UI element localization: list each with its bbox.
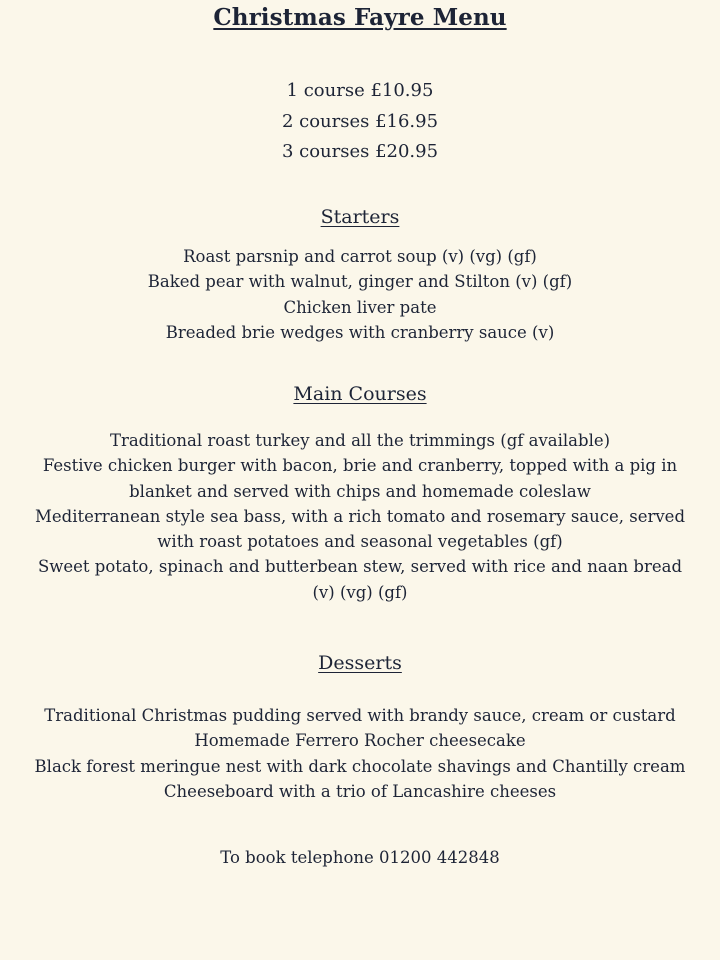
dessert-item: Black forest meringue nest with dark chocolate shavings and Chantilly cream: [34, 756, 686, 776]
dessert-item: Homemade Ferrero Rocher cheesecake: [194, 731, 526, 751]
main-course-line: Festive chicken burger with bacon, brie and cranberry, topped with a pig in: [42, 456, 678, 476]
main-course-line: Sweet potato, spinach and butterbean stew, served with rice and naan bread: [37, 557, 683, 577]
starter-item: Chicken liver pate: [283, 297, 437, 317]
price-two-courses: 2 courses £16.95: [281, 110, 439, 132]
starter-item: Baked pear with walnut, ginger and Stilton (v) (gf): [147, 272, 573, 292]
desserts-list: [0, 703, 720, 804]
price-three-courses: 3 courses £20.95: [281, 141, 439, 162]
starter-item: Roast parsnip and carrot soup (v) (vg) (gf): [183, 247, 537, 266]
main-course-line: Mediterranean style sea bass, with a rich tomato and rosemary sauce, served: [34, 506, 686, 526]
main-course-line: (v) (vg) (gf): [312, 582, 408, 602]
desserts-heading: Desserts: [318, 652, 402, 674]
booking-info: To book telephone 01200 442848: [220, 848, 500, 867]
price-one-course: 1 course £10.95: [286, 80, 434, 101]
main-course-line: blanket and served with chips and homemade coleslaw: [129, 481, 591, 501]
main-course-line: with roast potatoes and seasonal vegetables (gf): [157, 532, 563, 552]
price-list: [0, 76, 720, 168]
dessert-item: Traditional Christmas pudding served with brandy sauce, cream or custard: [44, 706, 676, 725]
main-course-line: Traditional roast turkey and all the trimmings (gf available): [109, 431, 611, 450]
main-courses-list: [0, 428, 720, 605]
starters-heading: Starters: [320, 206, 400, 228]
starter-item: Breaded brie wedges with cranberry sauce (v): [165, 322, 555, 342]
main-courses-heading: Main Courses: [293, 383, 427, 405]
menu-title: Christmas Fayre Menu: [213, 4, 507, 31]
dessert-item: Cheeseboard with a trio of Lancashire cheeses: [163, 781, 557, 801]
starters-list: [0, 244, 720, 345]
